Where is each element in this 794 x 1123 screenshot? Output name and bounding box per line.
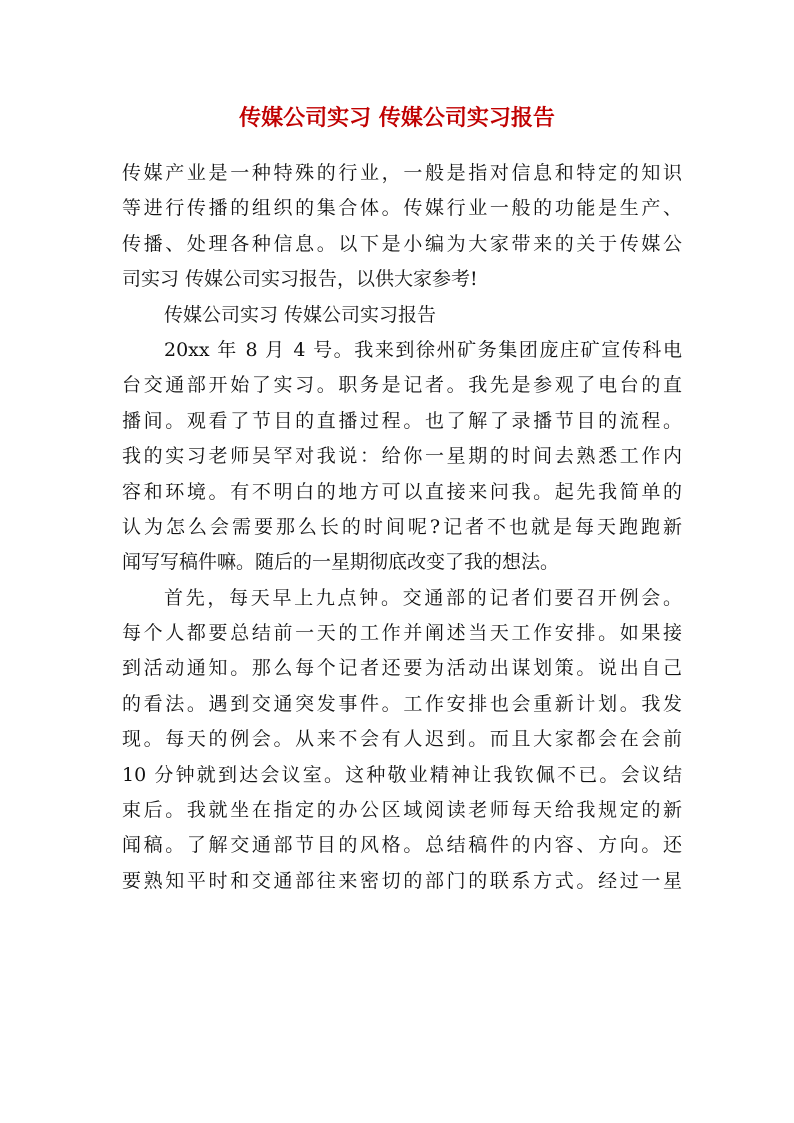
body-line: 束后。我就坐在指定的办公区域阅读老师每天给我规定的新 [122, 799, 682, 822]
body-line: 要熟知平时和交通部往来密切的部门的联系方式。经过一星 [122, 869, 682, 892]
body-line: 到活动通知。那么每个记者还要为活动出谋划策。说出自己 [122, 657, 682, 680]
body-line: 每个人都要总结前一天的工作并阐述当天工作安排。如果接 [122, 622, 682, 645]
body-line: 闻写写稿件嘛。随后的一星期彻底改变了我的想法。 [122, 551, 560, 574]
body-line: 传播、处理各种信息。以下是小编为大家带来的关于传媒公 [122, 232, 682, 255]
document-body [122, 156, 682, 899]
body-line: 闻稿。了解交通部节目的风格。总结稿件的内容、方向。还 [122, 834, 682, 857]
body-line: 20xx 年 8 月 4 号。我来到徐州矿务集团庞庄矿宣传科电 [164, 338, 682, 361]
body-line: 10 分钟就到达会议室。这种敬业精神让我钦佩不已。会议结 [122, 763, 682, 786]
body-line: 台交通部开始了实习。职务是记者。我先是参观了电台的直 [122, 374, 682, 397]
body-line: 的看法。遇到交通突发事件。工作安排也会重新计划。我发 [122, 692, 682, 715]
body-line: 等进行传播的组织的集合体。传媒行业一般的功能是生产、 [122, 197, 682, 220]
document-title: 传媒公司实习 传媒公司实习报告 [239, 105, 555, 131]
body-line: 播间。观看了节目的直播过程。也了解了录播节目的流程。 [122, 409, 682, 432]
body-line: 传媒公司实习 传媒公司实习报告 [164, 303, 437, 326]
body-line: 认为怎么会需要那么长的时间呢?记者不也就是每天跑跑新 [122, 515, 682, 538]
body-line: 我的实习老师吴罕对我说：给你一星期的时间去熟悉工作内 [122, 445, 682, 468]
body-line: 传媒产业是一种特殊的行业，一般是指对信息和特定的知识 [122, 162, 682, 184]
body-line: 容和环境。有不明白的地方可以直接来问我。起先我简单的 [122, 480, 682, 503]
body-line: 司实习 传媒公司实习报告，以供大家参考! [122, 268, 478, 291]
body-line: 现。每天的例会。从来不会有人迟到。而且大家都会在会前 [122, 728, 682, 751]
body-line: 首先，每天早上九点钟。交通部的记者们要召开例会。 [164, 586, 682, 609]
